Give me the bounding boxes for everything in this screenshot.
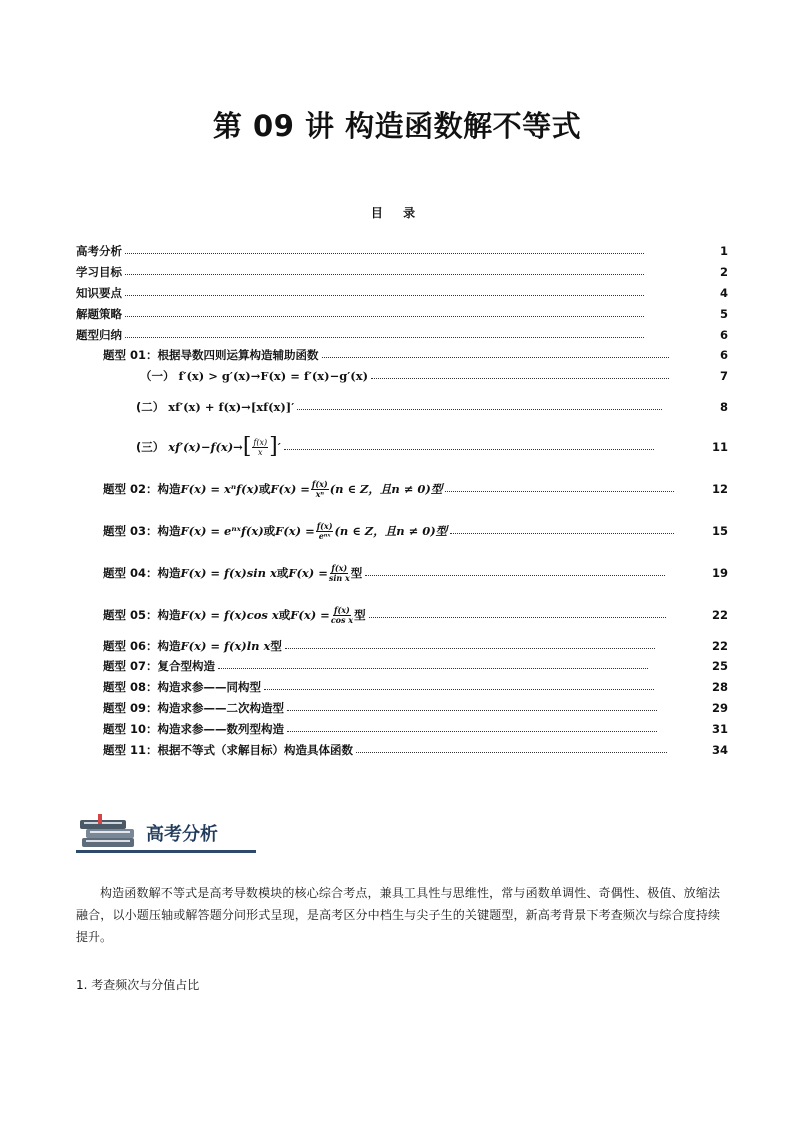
toc-item-tail: 型 <box>350 566 363 580</box>
toc-page-number: 19 <box>711 566 728 580</box>
toc-item-prefix: (二） <box>136 400 165 414</box>
toc-page-number: 11 <box>711 440 728 454</box>
toc-item-label: 题型 11：根据不等式（求解目标）构造具体函数 <box>103 743 354 757</box>
leader-dots <box>445 490 674 492</box>
toc-page-number: 5 <box>719 307 728 321</box>
toc-item[interactable] <box>103 564 669 582</box>
leader-dots <box>284 448 654 450</box>
toc-item[interactable] <box>103 346 673 364</box>
toc-item-math-a: F(x) = eⁿˣf(x) <box>180 524 264 538</box>
toc-item-label: 高考分析 <box>76 244 122 258</box>
toc-item-label: 题型 08：构造求参——同构型 <box>103 680 262 694</box>
fraction-numerator: f(x) <box>253 437 268 447</box>
section-header <box>76 812 256 854</box>
toc-item[interactable] <box>140 367 673 385</box>
leader-dots <box>218 667 648 669</box>
toc-item-label: 知识要点 <box>76 286 122 300</box>
leader-dots <box>125 315 644 317</box>
toc-heading: 目 录 <box>370 206 424 220</box>
fraction-denominator: cos x <box>330 614 354 625</box>
toc-item-label <box>103 564 362 583</box>
leader-dots <box>287 709 657 711</box>
toc-item-tail: (n ∈ Z，且n ≠ 0)型 <box>334 524 448 538</box>
toc-item-label <box>103 606 366 625</box>
toc-page-number: 4 <box>719 286 728 300</box>
fraction-denominator: sin x <box>328 572 350 583</box>
toc-item-label: 解题策略 <box>76 307 122 321</box>
leader-dots <box>125 252 644 254</box>
toc-item-label <box>140 368 368 384</box>
toc-item-math-a: F(x) = xⁿf(x) <box>180 482 259 496</box>
toc-item[interactable] <box>103 522 678 540</box>
toc-page-number: 8 <box>719 400 728 414</box>
toc-item-label: 学习目标 <box>76 265 122 279</box>
toc-item-math: f′(x) > g′(x)→F(x) = f′(x)−g′(x) <box>178 369 369 383</box>
toc-page-number: 6 <box>719 328 728 342</box>
toc-item-tail: 型 <box>354 608 366 622</box>
toc-item[interactable] <box>103 637 659 655</box>
fraction-numerator: f(x) <box>311 478 328 489</box>
toc-item-math: xf′(x) + f(x)→[xf(x)]′ <box>168 400 295 414</box>
fraction-denominator: x <box>258 447 263 457</box>
section-title: 高考分析 <box>146 824 218 845</box>
leader-dots <box>369 616 666 618</box>
toc-item-label <box>103 522 447 541</box>
toc-page-number: 6 <box>719 348 728 362</box>
toc-item-label: 题型 09：构造求参——二次构造型 <box>103 701 285 715</box>
toc-page-number: 34 <box>711 743 728 757</box>
leader-dots <box>125 294 644 296</box>
fraction-numerator: f(x) <box>331 562 348 573</box>
toc-item-prefix: （一） <box>140 369 175 383</box>
toc-page-number: 22 <box>711 608 728 622</box>
toc-item[interactable] <box>76 284 648 302</box>
leader-dots <box>322 356 669 358</box>
toc-item-label: 题型归纳 <box>76 328 122 342</box>
body-paragraph: 构造函数解不等式是高考导数模块的核心综合考点，兼具工具性与思维性，常与函数单调性、奇偶性、极值、放缩法融合，以小题压轴或解答题分问形式呈现，是高考区分中档生与尖子生的关键题型，新高考背景下考查频次与综合度持续提升。 <box>76 886 720 944</box>
leader-dots <box>287 730 657 732</box>
toc-item-prefix: 题型 04：构造 <box>103 566 181 580</box>
toc-item-math-b: F(x) = <box>288 566 328 580</box>
toc-item[interactable] <box>136 434 658 459</box>
toc-item-prefix: 题型 03：构造 <box>103 524 181 538</box>
toc-item-math-a: F(x) = f(x)sin x <box>180 566 277 580</box>
leader-dots <box>297 408 662 410</box>
toc-item-tail: (n ∈ Z，且n ≠ 0)型 <box>329 482 443 496</box>
toc-page-number: 29 <box>711 701 728 715</box>
fraction-numerator: f(x) <box>316 520 333 531</box>
toc-item[interactable] <box>76 242 648 260</box>
toc-item-prefix: 题型 05：构造 <box>103 608 181 622</box>
toc-item-prefix: 题型 02：构造 <box>103 482 181 496</box>
toc-page-number: 25 <box>711 659 728 673</box>
leader-dots <box>125 273 644 275</box>
toc-item-label: 题型 10：构造求参——数列型构造 <box>103 722 285 736</box>
bracket-fraction: [ $\frac{f(x)}{x}$ ] <box>242 434 278 459</box>
toc-item-tail: 型 <box>270 639 282 653</box>
toc-item-mid: 或 <box>276 566 289 580</box>
toc-page-number: 7 <box>719 369 728 383</box>
toc-item[interactable] <box>103 699 661 717</box>
toc-item-label <box>103 638 282 654</box>
toc-item[interactable] <box>76 326 648 344</box>
fraction <box>316 522 334 541</box>
toc-item-math-a: F(x) = f(x)cos x <box>180 608 279 622</box>
toc-item-prefix: 题型 06：构造 <box>103 639 181 653</box>
leader-dots <box>450 532 674 534</box>
leader-dots <box>264 688 654 690</box>
toc-item[interactable] <box>103 720 661 738</box>
fraction-denominator: xⁿ <box>315 488 325 499</box>
toc-item[interactable] <box>103 606 670 624</box>
document-title: 第 09 讲 构造函数解不等式 <box>212 109 582 143</box>
toc-item[interactable] <box>136 398 666 416</box>
leader-dots <box>285 647 655 649</box>
toc-item-label: 题型 01：根据导数四则运算构造辅助函数 <box>103 348 319 362</box>
toc-item-math-b: F(x) = <box>270 482 310 496</box>
section-underline <box>76 850 256 853</box>
toc-item-math-b: F(x) = <box>275 524 315 538</box>
toc-item[interactable] <box>103 480 678 498</box>
toc-item-label <box>136 436 281 458</box>
toc-item[interactable] <box>103 741 671 759</box>
toc-page-number: 15 <box>711 524 728 538</box>
toc-page-number: 28 <box>711 680 728 694</box>
toc-item-math: xf′(x)−f(x)→ <box>168 440 243 454</box>
fraction <box>331 606 353 625</box>
toc-item-label <box>103 480 442 499</box>
leader-dots <box>365 574 665 576</box>
toc-item[interactable] <box>103 678 658 696</box>
fraction-denominator: eⁿˣ <box>318 530 331 541</box>
sub-heading: 1. 考查频次与分值占比 <box>76 978 200 992</box>
fraction <box>252 438 268 457</box>
toc-item[interactable] <box>76 305 648 323</box>
leader-dots <box>371 377 669 379</box>
toc-page-number: 22 <box>711 639 728 653</box>
toc-item-mid: 或 <box>263 524 276 538</box>
toc-item-math-a: F(x) = f(x)ln x <box>180 639 271 653</box>
fraction <box>329 564 350 583</box>
toc-item-mid: 或 <box>278 608 291 622</box>
toc-page-number: 2 <box>719 265 728 279</box>
fraction-numerator: f(x) <box>334 604 350 615</box>
leader-dots <box>356 751 667 753</box>
toc-page-number: 31 <box>711 722 728 736</box>
toc-page-number: 1 <box>719 244 728 258</box>
toc-item[interactable] <box>76 263 648 281</box>
toc-page-number: 12 <box>711 482 728 496</box>
toc-item-label: 题型 07：复合型构造 <box>103 659 216 673</box>
toc-item-prefix: (三） <box>136 440 165 454</box>
toc-item-label <box>136 399 294 415</box>
toc-item[interactable] <box>103 657 652 675</box>
books-icon <box>76 812 140 850</box>
toc-item-math-b: F(x) = <box>290 608 330 622</box>
leader-dots <box>125 336 644 338</box>
fraction <box>311 480 329 499</box>
toc-item-mid: 或 <box>258 482 271 496</box>
toc-item-tail: ′ <box>277 440 281 454</box>
